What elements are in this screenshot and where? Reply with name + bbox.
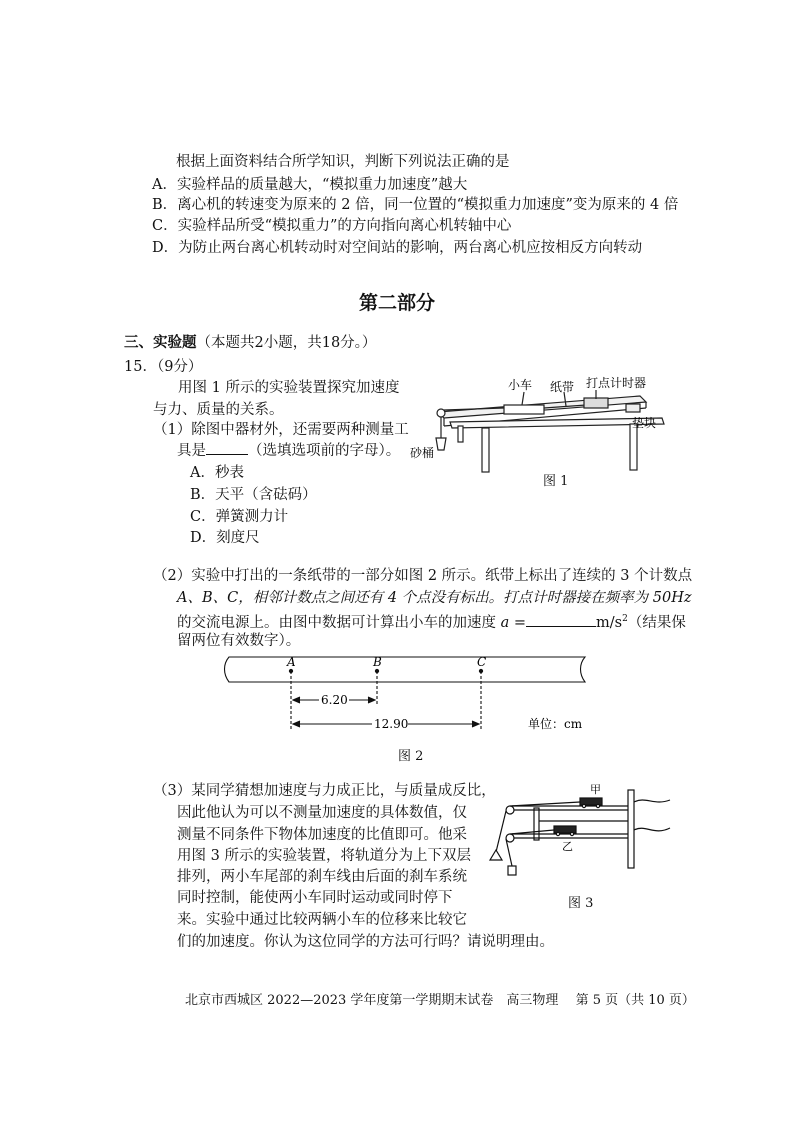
label-b: B: [373, 655, 382, 669]
answer-blank-2[interactable]: [526, 612, 596, 627]
q15-sub3-line2: 因此他认为可以不测量加速度的具体数值，仅: [177, 805, 467, 821]
section-heading: [124, 332, 376, 354]
fig1-label-cart: 小车: [508, 378, 533, 392]
q15-sub2-line3-post: （结果保: [627, 614, 686, 631]
q15-sub2-line3-pre: 的交流电源上。由图中数据可计算出小车的加速度: [177, 614, 496, 631]
label-c: C: [477, 655, 487, 669]
figure-1: [400, 372, 675, 492]
q15-sub3-line5: 排列，两小车尾部的刹车线由后面的刹车系统: [177, 869, 467, 885]
figure-3: [484, 780, 674, 880]
fig1-block: [626, 404, 640, 412]
fig1-table-leg: [482, 428, 489, 472]
q15-sub3-line1: （3）某同学猜想加速度与力成正比，与质量成反比，: [153, 783, 496, 799]
q15-intro-2: 与力、质量的关系。: [153, 402, 284, 418]
q15-sub1-option-c: C．弹簧测力计: [190, 509, 289, 525]
page-footer: 北京市西城区 2022—2023 学年度第一学期期末试卷 高三物理 第 5 页（共 10 页）: [185, 993, 695, 1008]
q15-intro-1: 用图 1 所示的实验装置探究加速度: [178, 380, 400, 396]
unit-exponent: 2: [622, 614, 628, 624]
q14-option-b: B．离心机的转速变为原来的 2 倍，同一位置的“模拟重力加速度”变为原来的 4 倍: [152, 197, 679, 213]
q15-sub2-line1: （2）实验中打出的一条纸带的一部分如图 2 所示。纸带上标出了连续的 3 个计数点: [153, 568, 693, 584]
q15-sub2-line2: A、B、C，相邻计数点之间还有 4 个点没有标出。打点计时器接在频率为 50Hz: [177, 590, 692, 606]
equals-sign: =: [509, 614, 527, 631]
fig1-pulley: [437, 409, 445, 417]
fig1-caption: 图 1: [543, 474, 569, 489]
q15-sub2-line4: 留两位有效数字）。: [177, 633, 301, 649]
label-a: A: [287, 655, 296, 669]
q15-sub3-line3: 测量不同条件下物体加速度的比值即可。他采: [177, 827, 467, 843]
q14-intro: 根据上面资料结合所学知识，判断下列说法正确的是: [176, 154, 510, 170]
accel-symbol: a: [500, 614, 510, 631]
q15-sub3-line6: 同时控制，能使两小车同时运动或同时停下: [177, 890, 453, 906]
section-note: （本题共2小题，共18分。）: [196, 335, 377, 351]
q15-sub1-line2-post: （选填选项前的字母）。: [248, 443, 401, 459]
fig1-timer: [584, 398, 608, 408]
unit: m/s: [596, 614, 623, 631]
part-title: 第二部分: [359, 292, 436, 314]
q15-sub1-option-a: A．秒表: [190, 465, 244, 481]
q15-sub1-line1: （1）除图中器材外，还需要两种测量工: [153, 422, 409, 438]
q15-sub1-option-d: D．刻度尺: [190, 530, 260, 546]
q14-option-a: A．实验样品的质量越大，“模拟重力加速度”越大: [152, 177, 468, 193]
fig3-label-top: 甲: [590, 783, 601, 796]
fig3-weight-1: [490, 850, 502, 860]
fig1-label-block: 垫块: [632, 416, 657, 430]
answer-blank-1[interactable]: [206, 440, 248, 455]
q15-sub1-line2-pre: 具是: [177, 443, 206, 459]
fig1-label-timer: 打点计时器: [586, 376, 647, 390]
q15-sub1-option-b: B．天平（含砝码）: [190, 487, 317, 503]
q15-sub3-line7: 来。实验中通过比较两辆小车的位移来比较它: [177, 912, 467, 928]
fig1-label-tape: 纸带: [550, 380, 575, 394]
q14-option-c: C．实验样品所受“模拟重力”的方向指向离心机转轴中心: [152, 218, 512, 234]
paper-tape: [225, 657, 586, 682]
distance-ab: 6.20: [321, 693, 348, 707]
fig3-caption: 图 3: [568, 896, 594, 911]
fig1-label-bucket: 砂桶: [410, 446, 435, 460]
fig3-frame: [628, 790, 634, 868]
q15-sub3-line8: 们的加速度。你认为这位同学的方法可行吗？请说明理由。: [177, 934, 554, 950]
fig2-caption: 图 2: [398, 749, 424, 764]
q14-option-d: D．为防止两台离心机转动时对空间站的影响，两台离心机应按相反方向转动: [152, 240, 643, 256]
fig3-weight-2: [508, 866, 516, 875]
fig1-bucket: [436, 438, 446, 450]
figure-2: [215, 652, 605, 737]
distance-ac: 12.90: [374, 717, 409, 731]
section-label: 三、实验题: [124, 335, 197, 351]
fig3-label-bottom: 乙: [562, 840, 573, 853]
q15-number: 15．（9分）: [124, 359, 203, 375]
fig1-cart: [504, 405, 544, 414]
q15-sub3-line4: 用图 3 所示的实验装置，将轨道分为上下双层: [177, 848, 471, 864]
fig1-table-leg: [630, 424, 637, 470]
q15-sub1-line2: [177, 440, 400, 462]
unit-label: 单位：cm: [528, 717, 583, 731]
